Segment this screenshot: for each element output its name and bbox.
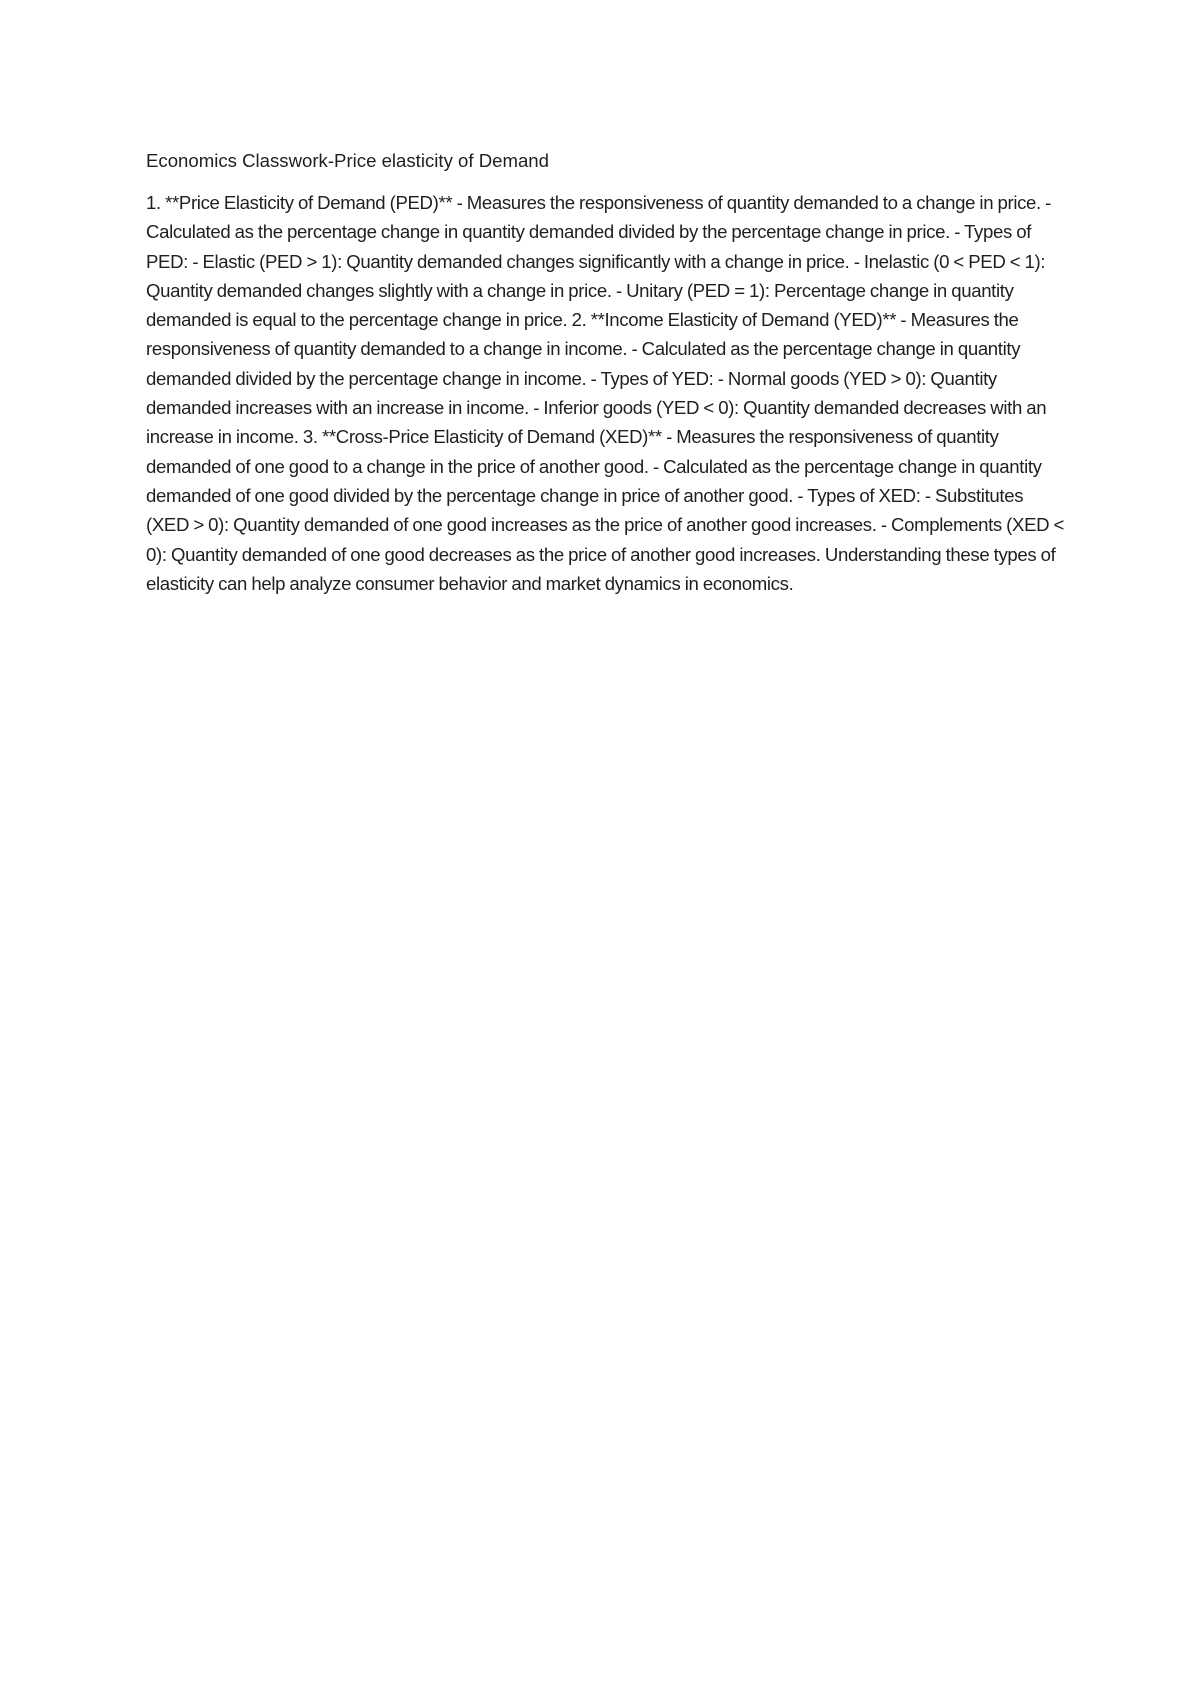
document-title: Economics Classwork-Price elasticity of Demand [146,150,549,171]
document-content [146,146,1066,598]
document-body-paragraph: 1. **Price Elasticity of Demand (PED)** - Measures the responsiveness of quantity demanded to a change in price. - Calculated as the percentage change in quantity demanded divided by the percentage change in price. - Types of PED: - Elastic (PED > 1): Quantity demanded changes significantly with a change in price. - Inelastic (0 < PED < 1): Quantity demanded changes slightly with a change in price. - Unitary (PED = 1): Percentage change in quantity demanded is equal to the percentage change in price. 2. **Income Elasticity of Demand (YED)** - Measures the responsiveness of quantity demanded to a change in income. - Calculated as the percentage change in quantity demanded divided by the percentage change in income. - Types of YED: - Normal goods (YED > 0): Quantity demanded increases with an increase in income. - Inferior goods (YED < 0): Quantity demanded decreases with an increase in income. 3. **Cross-Price Elasticity of Demand (XED)** - Measures the responsiveness of quantity demanded of one good to a change in the price of another good. - Calculated as the percentage change in quantity demanded of one good divided by the percentage change in price of another good. - Types of XED: - Substitutes (XED > 0): Quantity demanded of one good increases as the price of another good increases. - Complements (XED < 0): Quantity demanded of one good decreases as the price of another good increases. Understanding these types of elasticity can help analyze consumer behavior and market dynamics in economics. [146,192,1065,594]
